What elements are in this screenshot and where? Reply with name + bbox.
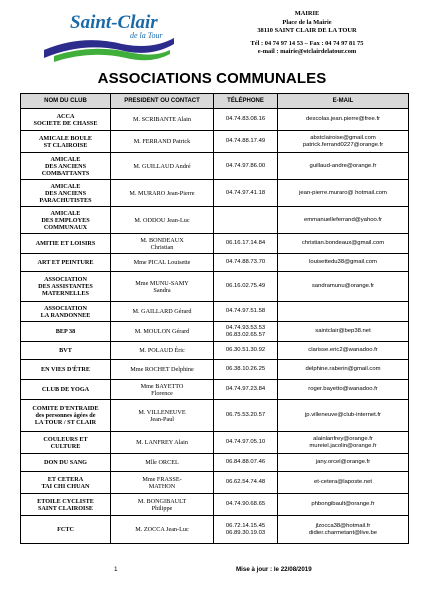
table-row — [21, 180, 409, 207]
cell-club-name — [21, 234, 111, 254]
cell-club-name — [21, 342, 111, 360]
email-line[interactable]: abstclairoise@gmail.com — [310, 134, 376, 141]
cell-president — [111, 454, 214, 472]
table-row — [21, 272, 409, 302]
table-row — [21, 380, 409, 400]
cell-president — [111, 153, 214, 180]
logo-subtitle: de la Tour — [130, 31, 163, 40]
phone-line: 06.75.53.20.57 — [225, 412, 266, 418]
cell-president — [111, 516, 214, 544]
email-line[interactable]: jean-pierre.muraro@ hotmail.com — [299, 189, 387, 196]
cell-club-name — [21, 432, 111, 454]
president-line: Sandra — [153, 286, 171, 294]
email-line[interactable]: delphine.raberin@gmail.com — [305, 366, 381, 372]
phone-line: 04.74.97.05.10 — [225, 439, 266, 445]
club-name-line: FCTC — [57, 526, 74, 533]
phone-line: 06.30.51.30.92 — [225, 347, 266, 353]
phone-line: 06.83.02.65.57 — [225, 331, 266, 338]
club-name-line: EN VIES D'ÊTRE — [40, 366, 91, 373]
cell-phone — [214, 454, 278, 472]
cell-phone — [214, 272, 278, 302]
table-row — [21, 109, 409, 131]
cell-email — [278, 400, 409, 432]
cell-email — [278, 516, 409, 544]
table-row — [21, 342, 409, 360]
table-row — [21, 254, 409, 272]
phone-line: 06.16.17.14.84 — [225, 240, 266, 246]
cell-club-name — [21, 454, 111, 472]
club-name-line: COMMUNAUX — [43, 223, 88, 231]
cell-club-name — [21, 400, 111, 432]
cell-club-name — [21, 302, 111, 322]
phone-line: 06.62.54.74.48 — [225, 479, 266, 485]
cell-email — [278, 472, 409, 494]
email-line[interactable]: mureiel.jacolin@orange.fr — [309, 442, 377, 449]
club-name-line: ST CLAIROISE — [43, 141, 88, 149]
club-name-line: CULTURE — [50, 442, 81, 450]
club-name-line: SAINT CLAIROISE — [37, 504, 94, 512]
president-line: Mme PICAL Louisette — [133, 259, 191, 266]
phone-line: 04.74.93.53.53 — [225, 324, 266, 331]
president-line: M. GUILLAUD André — [133, 162, 191, 170]
club-name-line: ET CETERA — [47, 475, 84, 483]
club-name-line: ETOILE CYCLISTE — [37, 497, 94, 505]
club-name-line: AMICALE — [50, 182, 81, 190]
cell-president — [111, 272, 214, 302]
president-line: M. FERRAND Patrick — [133, 138, 191, 145]
cell-phone — [214, 254, 278, 272]
president-line: M. MURARO Jean-Pierre — [129, 189, 195, 197]
table-row — [21, 454, 409, 472]
cell-phone — [214, 472, 278, 494]
header-club: NOM DU CLUB — [21, 94, 111, 109]
cell-club-name — [21, 322, 111, 342]
cell-email — [278, 254, 409, 272]
table-row — [21, 153, 409, 180]
president-line: M. ODDOU Jean-Luc — [134, 216, 190, 224]
club-name-line: LA RANDONNEE — [40, 311, 91, 319]
cell-club-name — [21, 180, 111, 207]
phone-line: 04.74.88.73.70 — [225, 259, 266, 265]
cell-email — [278, 109, 409, 131]
table-body — [21, 109, 409, 544]
cell-club-name — [21, 109, 111, 131]
phone-line: 06.89.30.19.03 — [225, 529, 266, 536]
club-name-line: BVT — [59, 347, 72, 354]
cell-email — [278, 153, 409, 180]
cell-club-name — [21, 494, 111, 516]
president-line: M. VILLENEUVE — [138, 408, 186, 416]
cell-president — [111, 109, 214, 131]
cell-club-name — [21, 207, 111, 234]
email-line[interactable]: guillaud-andre@orange.fr — [309, 162, 377, 169]
logo-name: Saint-Clair — [70, 12, 158, 33]
page-number: 1 — [114, 566, 118, 573]
cell-phone — [214, 302, 278, 322]
email-line[interactable]: sandramunu@orange.fr — [311, 283, 375, 289]
table-row — [21, 322, 409, 342]
cell-club-name — [21, 153, 111, 180]
president-line: M. SCRIBANTE Alain — [133, 116, 191, 123]
table-row — [21, 494, 409, 516]
cell-president — [111, 234, 214, 254]
email-line[interactable]: et-cetera@laposte.net — [313, 479, 373, 485]
mairie-email: e-mail : mairie@stclairdelatour.com — [257, 48, 357, 56]
cell-email — [278, 342, 409, 360]
president-line: M. MOULON Gérard — [134, 328, 190, 335]
club-name-line: AMITIE ET LOISIRS — [35, 240, 96, 247]
cell-email — [278, 272, 409, 302]
cell-phone — [214, 380, 278, 400]
phone-line: 04.74.97.86.00 — [225, 162, 266, 169]
cell-email — [278, 302, 409, 322]
club-name-line: ACCA — [56, 112, 75, 120]
email-line[interactable]: didier.charmetant@live.be — [308, 529, 378, 536]
cell-phone — [214, 400, 278, 432]
phone-line: 06.84.88.07.46 — [225, 459, 266, 465]
club-name-line: AMICALE — [50, 155, 81, 163]
phone-line: 04.74.83.08.16 — [225, 116, 266, 122]
cell-email — [278, 432, 409, 454]
cell-phone — [214, 322, 278, 342]
page-title: ASSOCIATIONS COMMUNALES — [97, 70, 327, 87]
president-line: Jean-Paul — [149, 415, 175, 423]
email-line[interactable]: clarisse.eric2@wanadoo.fr — [308, 347, 378, 353]
cell-club-name — [21, 516, 111, 544]
cell-email — [278, 380, 409, 400]
cell-phone — [214, 131, 278, 153]
table-row — [21, 131, 409, 153]
phone-line: 04.74.97.23.84 — [225, 386, 266, 392]
cell-phone — [214, 109, 278, 131]
email-line[interactable]: saintclair@bep38.net — [315, 328, 371, 334]
email-line[interactable]: louisettedu38@gmail.com — [309, 259, 377, 265]
header-phone: TÉLÉPHONE — [214, 94, 278, 109]
table-row — [21, 516, 409, 544]
club-name-line: ART ET PEINTURE — [37, 259, 94, 266]
header-email: E-MAIL — [278, 94, 409, 109]
email-line[interactable]: descolas.jean.pierre@free.fr — [305, 116, 381, 122]
cell-phone — [214, 360, 278, 380]
email-line[interactable]: christian.bondeaux@gmail.com — [301, 240, 385, 246]
club-name-line: AMICALE — [50, 209, 81, 217]
cell-club-name — [21, 272, 111, 302]
president-line: M. LANFREY Alain — [136, 439, 188, 446]
cell-phone — [214, 516, 278, 544]
president-line: M. GAILLARD Gérard — [132, 308, 192, 315]
email-line[interactable]: jany.orcel@orange.fr — [315, 459, 371, 465]
cell-president — [111, 322, 214, 342]
club-name-line: TAI CHI CHUAN — [41, 482, 90, 490]
cell-president — [111, 360, 214, 380]
cell-president — [111, 302, 214, 322]
cell-email — [278, 131, 409, 153]
phone-line: 04.74.88.17.49 — [225, 138, 266, 144]
club-name-line: PARACHUTISTES — [39, 196, 92, 204]
cell-president — [111, 342, 214, 360]
club-name-line: DES ANCIENS — [44, 189, 87, 197]
email-line[interactable]: alainlanfrey@orange.fr — [313, 435, 373, 442]
president-line: M. BONDEAUX — [140, 236, 184, 244]
email-line[interactable]: emmanuelleferrand@yahoo.fr — [303, 216, 383, 223]
cell-club-name — [21, 360, 111, 380]
president-line: Philippe — [151, 504, 173, 512]
club-name-line: MATERNELLES — [42, 290, 89, 297]
president-line: Christian — [150, 243, 174, 251]
cell-phone — [214, 342, 278, 360]
email-line[interactable]: jp.villeneuve@club-internet.fr — [304, 412, 382, 418]
email-line[interactable]: phbongibault@orange.fr — [311, 501, 375, 507]
cell-club-name — [21, 254, 111, 272]
club-name-line: BEP 38 — [55, 328, 76, 335]
club-name-line: COMITE D'ENTRAIDE — [32, 405, 99, 412]
phone-line: 04.74.97.41.18 — [225, 189, 266, 196]
email-line[interactable]: jlzocca38@hotmail.fr — [315, 522, 371, 529]
president-line: Mme BAYETTO — [140, 382, 184, 390]
club-name-line: COULEURS ET — [43, 435, 88, 443]
table-row — [21, 302, 409, 322]
president-line: Mme ROCHET Delphine — [130, 366, 194, 373]
header-president: PRESIDENT OU CONTACT — [111, 94, 214, 109]
cell-phone — [214, 207, 278, 234]
cell-phone — [214, 494, 278, 516]
club-name-line: ASSOCIATION — [44, 304, 87, 312]
mairie-phone: Tél : 04 74 97 14 53 – Fax : 04 74 97 81 75 — [250, 39, 364, 47]
cell-email — [278, 454, 409, 472]
president-line: M. POLAUD Éric — [139, 347, 185, 354]
mairie-address-block — [232, 10, 382, 57]
cell-email — [278, 180, 409, 207]
email-line[interactable]: patrick.ferrand0227@orange.fr — [302, 141, 384, 148]
president-line: Mlle ORCEL — [145, 459, 179, 466]
club-name-line: ASSOCIATION — [44, 276, 87, 283]
president-line: M. ZOCCA Jean-Luc — [135, 526, 189, 533]
club-name-line: DES ASSISTANTES — [38, 283, 93, 290]
cell-phone — [214, 432, 278, 454]
club-name-line: DON DU SANG — [44, 459, 87, 466]
phone-line: 04.74.90.68.65 — [225, 501, 266, 507]
mairie-address-line1: Place de la Mairie — [282, 18, 332, 26]
phone-line: 04.74.97.51.58 — [225, 308, 266, 314]
phone-line: 06.16.02.75.49 — [225, 283, 266, 289]
cell-president — [111, 494, 214, 516]
cell-president — [111, 254, 214, 272]
cell-phone — [214, 234, 278, 254]
club-name-line: DES EMPLOYES — [41, 216, 90, 224]
president-line: Florence — [151, 389, 173, 397]
town-logo — [42, 6, 182, 66]
phone-line: 06.72.14.15.45 — [225, 522, 266, 529]
email-line[interactable]: roger.bayetto@wanadoo.fr — [308, 386, 378, 392]
cell-email — [278, 207, 409, 234]
mairie-title: MAIRIE — [294, 10, 320, 17]
mairie-address-line2: 38110 SAINT CLAIR DE LA TOUR — [257, 27, 357, 35]
table-row — [21, 360, 409, 380]
table-row — [21, 207, 409, 234]
phone-line: 06.38.10.26.25 — [225, 366, 266, 372]
club-name-line: CLUB DE YOGA — [41, 386, 90, 393]
cell-president — [111, 472, 214, 494]
cell-president — [111, 207, 214, 234]
cell-email — [278, 322, 409, 342]
club-name-line: COMBATTANTS — [41, 169, 90, 177]
table-row — [21, 400, 409, 432]
cell-email — [278, 360, 409, 380]
cell-president — [111, 432, 214, 454]
club-name-line: AMICALE BOULE — [38, 134, 93, 142]
club-name-line: DES ANCIENS — [44, 162, 87, 170]
cell-president — [111, 131, 214, 153]
president-line: Mme FRASSE- — [142, 475, 182, 483]
update-date: Mise à jour : le 22/08/2019 — [236, 566, 312, 573]
cell-club-name — [21, 131, 111, 153]
president-line: Mme MUNU-SAMY — [135, 279, 189, 287]
cell-email — [278, 234, 409, 254]
table-header-row — [21, 94, 409, 109]
cell-club-name — [21, 380, 111, 400]
cell-email — [278, 494, 409, 516]
club-name-line: SOCIETE DE CHASSE — [33, 119, 98, 127]
club-name-line: des personnes âgées de — [35, 412, 96, 419]
associations-table — [20, 93, 409, 544]
cell-president — [111, 380, 214, 400]
cell-phone — [214, 153, 278, 180]
president-line: MATHON — [148, 482, 176, 490]
cell-club-name — [21, 472, 111, 494]
club-name-line: LA TOUR / ST CLAIR — [34, 419, 97, 426]
logo-graphic — [42, 6, 182, 66]
table-row — [21, 234, 409, 254]
table-row — [21, 472, 409, 494]
cell-phone — [214, 180, 278, 207]
cell-president — [111, 180, 214, 207]
cell-president — [111, 400, 214, 432]
president-line: M. BONGIBAULT — [137, 497, 187, 505]
table-row — [21, 432, 409, 454]
